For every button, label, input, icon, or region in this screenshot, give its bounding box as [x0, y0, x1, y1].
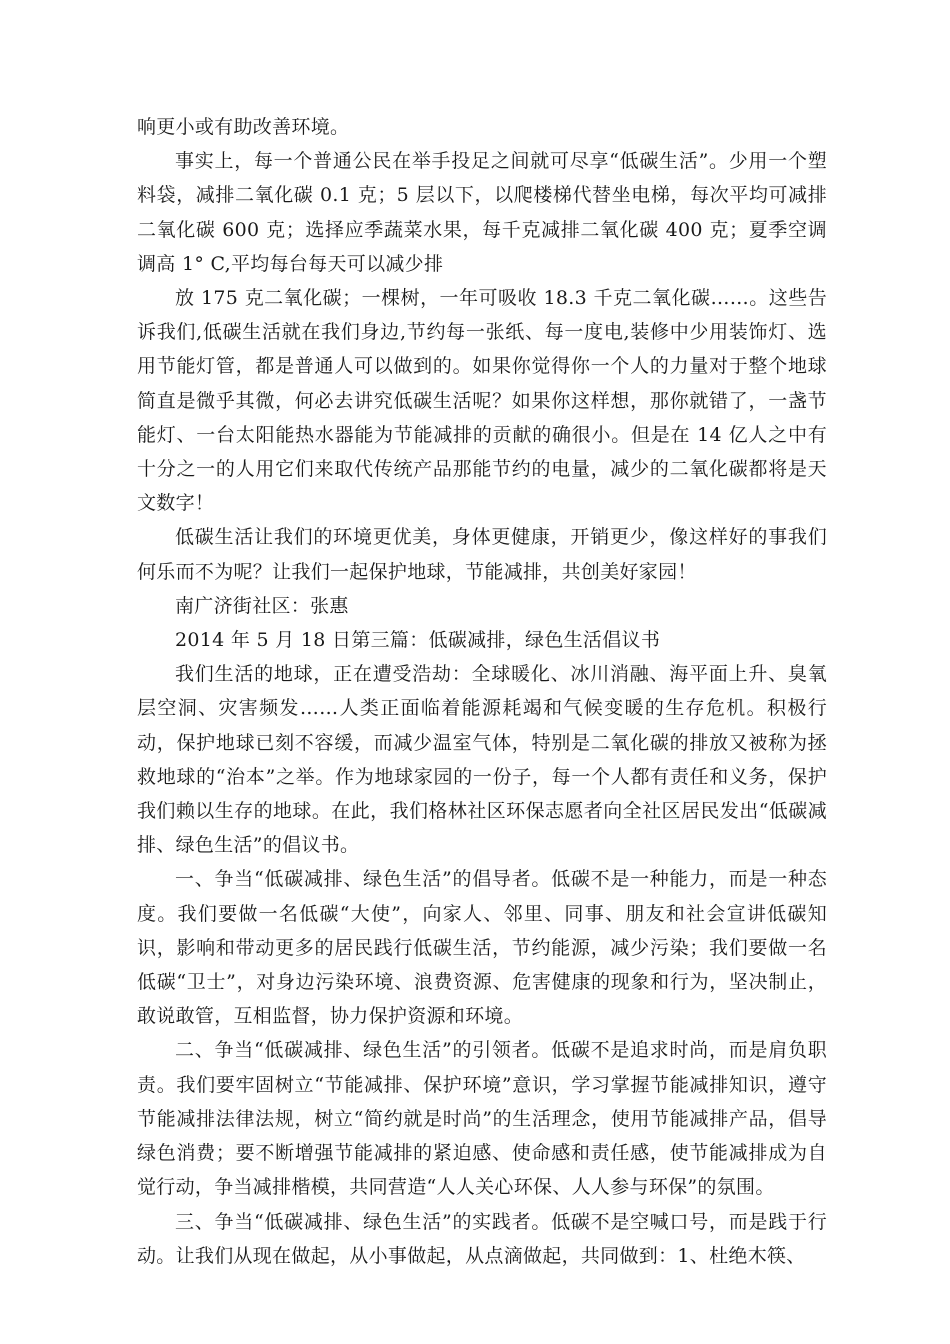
paragraph-emission-numbers: 放 175 克二氧化碳；一棵树，一年可吸收 18.3 千克二氧化碳……。这些告诉我们,低碳生活就在我们身边,节约每一张纸、每一度电,装修中少用装饰灯、选用节能灯管，都是普通人可以做到的。如果你觉得你一个人的力量对于整个地球简直是微乎其微，何必去讲究低碳生活呢？如果你这样想，那你就错了，一盏节能灯、一台太阳能热水器能为节能减排的贡献的确很小。但是在 14 亿人之中有十分之一的人用它们来取代传统产品那能节约的电量，减少的二氧化碳都将是天文数字！ [137, 287, 827, 515]
paragraph-point-two: 二、争当“低碳减排、绿色生活”的引领者。低碳不是追求时尚，而是肩负职责。我们要牢固树立“节能减排、保护环境”意识，学习掌握节能减排知识，遵守节能减排法律法规，树立“简约就是时尚”的生活理念，使用节能减排产品，倡导绿色消费；要不断增强节能减排的紧迫感、使命感和责任感，使节能减排成为自觉行动，争当减排楷模，共同营造“人人关心环保、人人参与环保”的氛围。 [137, 1039, 827, 1199]
paragraph-low-carbon-daily: 事实上，每一个普通公民在举手投足之间就可尽享“低碳生活”。少用一个塑料袋，减排二氧化碳 0.1 克；5 层以下，以爬楼梯代替坐电梯，每次平均可减排二氧化碳 600 克；选择应季蔬菜水果，每千克减排二氧化碳 400 克；夏季空调调高 1° C,平均每台每天可以减少排 [137, 150, 827, 275]
paragraph-point-three: 三、争当“低碳减排、绿色生活”的实践者。低碳不是空喊口号，而是践于行动。让我们从现在做起，从小事做起，从点滴做起，共同做到：1、杜绝木筷、 [137, 1210, 827, 1267]
paragraph-earth-crisis: 我们生活的地球，正在遭受浩劫：全球暖化、冰川消融、海平面上升、臭氧层空洞、灾害频发……人类正面临着能源耗竭和气候变暖的生存危机。积极行动，保护地球已刻不容缓，而减少温室气体，特别是二氧化碳的排放又被称为拯救地球的“治本”之举。作为地球家园的一份子，每一个人都有责任和义务，保护我们赖以生存的地球。在此，我们格林社区环保志愿者向全社区居民发出“低碳减排、绿色生活”的倡议书。 [137, 663, 827, 857]
signature-line: 南广济街社区：张惠 [175, 594, 349, 617]
date-and-section-title: 2014 年 5 月 18 日第三篇：低碳减排，绿色生活倡议书 [175, 629, 661, 652]
paragraph-continuation: 响更小或有助改善环境。 [137, 116, 350, 138]
paragraph-call-to-action: 低碳生活让我们的环境更优美，身体更健康，开销更少，像这样好的事我们何乐而不为呢？让我们一起保护地球，节能减排，共创美好家园！ [137, 526, 827, 583]
paragraph-point-one: 一、争当“低碳减排、绿色生活”的倡导者。低碳不是一种能力，而是一种态度。我们要做一名低碳“大使”，向家人、邻里、同事、朋友和社会宣讲低碳知识，影响和带动更多的居民践行低碳生活，节约能源，减少污染；我们要做一名低碳“卫士”，对身边污染环境、浪费资源、危害健康的现象和行为，坚决制止，敢说敢管，互相监督，协力保护资源和环境。 [137, 868, 827, 1028]
document-body [137, 110, 827, 1273]
